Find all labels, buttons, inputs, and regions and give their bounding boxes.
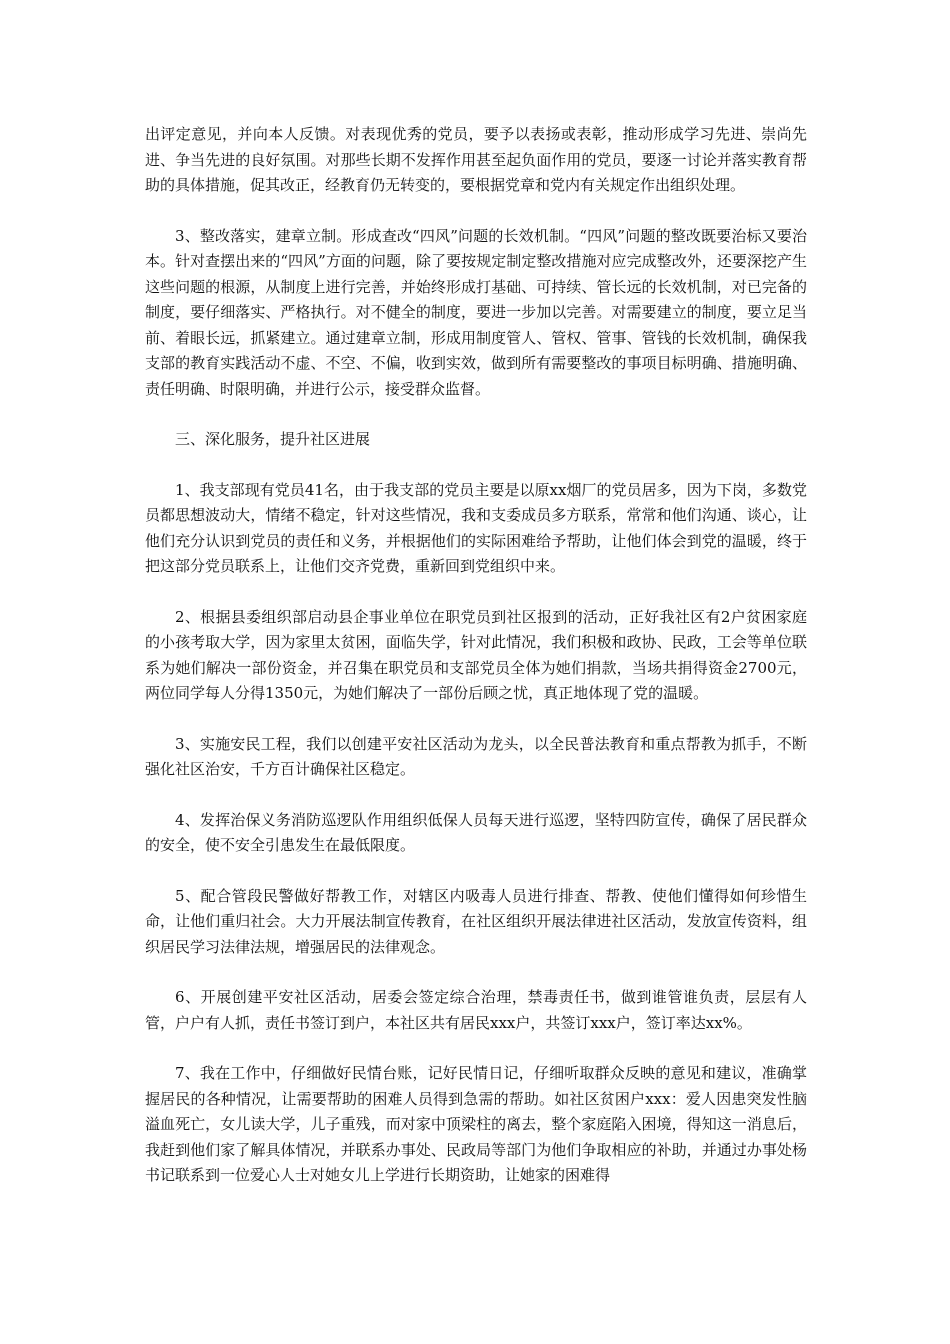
- section-heading: 三、深化服务，提升社区进展: [175, 430, 371, 448]
- paragraph-item-3: 3、实施安民工程，我们以创建平安社区活动为龙头，以全民普法教育和重点帮教为抓手，不断强化社区治安，千方百计确保社区稳定。: [145, 734, 807, 778]
- paragraph-item-5: 5、配合管段民警做好帮教工作，对辖区内吸毒人员进行排查、帮教、使他们懂得如何珍惜生命，让他们重归社会。大力开展法制宣传教育，在社区组织开展法律进社区活动，发放宣传资料，组织居民学习法律法规，增强居民的法律观念。: [145, 886, 807, 956]
- paragraph-item-2: 2、根据县委组织部启动县企事业单位在职党员到社区报到的活动，正好我社区有2户贫困家庭的小孩考取大学，因为家里太贫困，面临失学，针对此情况，我们积极和政协、民政，工会等单位联系为她们解决一部份资金，并召集在职党员和支部党员全体为她们捐款，当场共捐得资金2700元，两位同学每人分得1350元，为她们解决了一部份后顾之忧，真正地体现了党的温暖。: [145, 607, 807, 702]
- paragraph-item-1: 1、我支部现有党员41名，由于我支部的党员主要是以原xx烟厂的党员居多，因为下岗，多数党员都思想波动大，情绪不稳定，针对这些情况，我和支委成员多方联系，常常和他们沟通、谈心，让他们充分认识到党员的责任和义务，并根据他们的实际困难给予帮助，让他们体会到党的温暖，终于把这部分党员联系上，让他们交齐党费，重新回到党组织中来。: [145, 480, 807, 575]
- document-page: [145, 122, 807, 1214]
- paragraph-continuation: 出评定意见，并向本人反馈。对表现优秀的党员，要予以表扬或表彰，推动形成学习先进、崇尚先进、争当先进的良好氛围。对那些长期不发挥作用甚至起负面作用的党员，要逐一讨论并落实教育帮助的具体措施，促其改正，经教育仍无转变的，要根据党章和党内有关规定作出组织处理。: [145, 125, 807, 194]
- paragraph-item-7: 7、我在工作中，仔细做好民情台账，记好民情日记，仔细听取群众反映的意见和建议，准确掌握居民的各种情况，让需要帮助的困难人员得到急需的帮助。如社区贫困户xxx：爱人因患突发性脑溢血死亡，女儿读大学，儿子重残，而对家中顶梁柱的离去，整个家庭陷入困境，得知这一消息后，我赶到他们家了解具体情况，并联系办事处、民政局等部门为他们争取相应的补助，并通过办事处杨书记联系到一位爱心人士对她女儿上学进行长期资助，让她家的困难得: [145, 1064, 807, 1184]
- paragraph-item-4: 4、发挥治保义务消防巡逻队作用组织低保人员每天进行巡逻，坚特四防宣传，确保了居民群众的安全，使不安全引患发生在最低限度。: [145, 810, 807, 854]
- paragraph-item-6: 6、开展创建平安社区活动，居委会签定综合治理，禁毒责任书，做到谁管谁负责，层层有人管，户户有人抓，责任书签订到户，本社区共有居民xxx户，共签订xxx户，签订率达xx%。: [145, 988, 807, 1032]
- paragraph-rectification: 3、整改落实，建章立制。形成查改“四风”问题的长效机制。“四风”问题的整改既要治标又要治本。针对查摆出来的“四风”方面的问题，除了要按规定制定整改措施对应完成整改外，还要深挖产生这些问题的根源，从制度上进行完善，并始终形成打基础、可持续、管长远的长效机制，对已完备的制度，要仔细落实、严格执行。对不健全的制度，要进一步加以完善。对需要建立的制度，要立足当前、着眼长远，抓紧建立。通过建章立制，形成用制度管人、管权、管事、管钱的长效机制，确保我支部的教育实践活动不虚、不空、不偏，收到实效，做到所有需要整改的事项目标明确、措施明确、责任明确、时限明确，并进行公示，接受群众监督。: [145, 226, 807, 398]
